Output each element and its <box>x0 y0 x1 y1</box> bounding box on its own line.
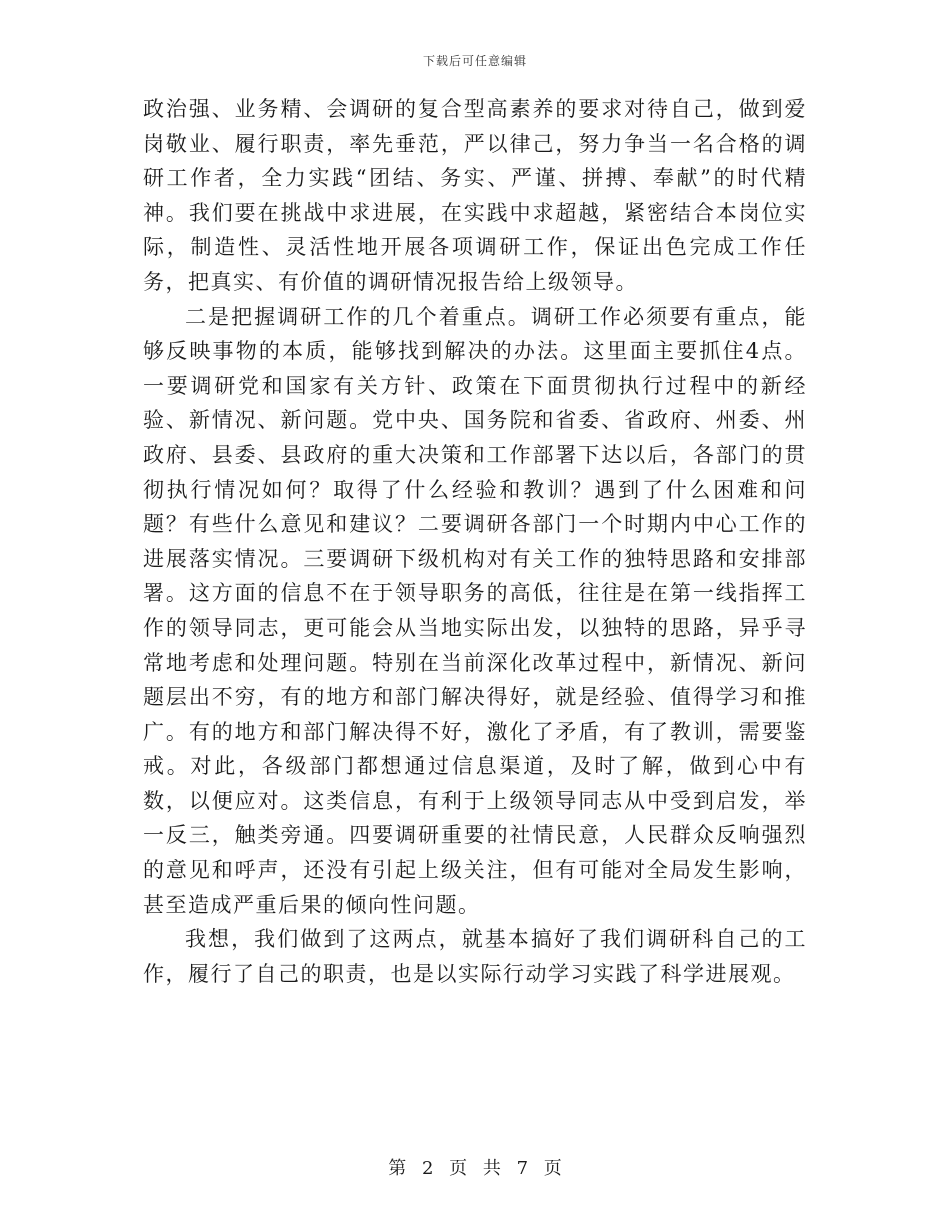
footer-total-pages: 7 <box>516 1158 529 1179</box>
footer-total-word: 共 <box>482 1158 501 1179</box>
paragraph-conclusion: 我想，我们做到了这两点，就基本搞好了我们调研科自己的工作，履行了自己的职责，也是以实际行动学习实践了科学进展观。 <box>143 927 807 986</box>
paragraph-key-points: 二是把握调研工作的几个着重点。调研工作必须要有重点，能够反映事物的本质，能够找到解决的办法。这里面主要抓住4点。一要调研党和国家有关方针、政策在下面贯彻执行过程中的新经验、新情况、新问题。党中央、国务院和省委、省政府、州委、州政府、县委、县政府的重大决策和工作部署下达以后，各部门的贯彻执行情况如何？取得了什么经验和教训？遇到了什么困难和问题？有些什么意见和建议？二要调研各部门一个时期内中心工作的进展落实情况。三要调研下级机构对有关工作的独特思路和安排部署。这方面的信息不在于领导职务的高低，往往是在第一线指挥工作的领导同志，更可能会从当地实际出发，以独特的思路，异乎寻常地考虑和处理问题。特别在当前深化改革过程中，新情况、新问题层出不穷，有的地方和部门解决得好，就是经验、值得学习和推广。有的地方和部门解决得不好，激化了矛盾，有了教训，需要鉴戒。对此，各级部门都想通过信息渠道，及时了解，做到心中有数，以便应对。这类信息，有利于上级领导同志从中受到启发，举一反三，触类旁通。四要调研重要的社情民意，人民群众反响强烈的意见和呼声，还没有引起上级关注，但有可能对全局发生影响，甚至造成严重后果的倾向性问题。 <box>143 304 807 917</box>
footer-prefix: 第 <box>388 1158 407 1179</box>
paragraph-continuation: 政治强、业务精、会调研的复合型高素养的要求对待自己，做到爱岗敬业、履行职责，率先垂范，严以律己，努力争当一名合格的调研工作者，全力实践“团结、务实、严谨、拼搏、奉献”的时代精神。我们要在挑战中求进展，在实践中求超越，紧密结合本岗位实际，制造性、灵活性地开展各项调研工作，保证出色完成工作任务，把真实、有价值的调研情况报告给上级领导。 <box>143 97 807 294</box>
footer-current-page: 2 <box>421 1158 434 1179</box>
page-header <box>0 52 950 69</box>
page-footer <box>0 1154 950 1180</box>
header-note: 下载后可任意编辑 <box>422 54 527 68</box>
document-body <box>143 92 807 991</box>
footer-suffix: 页 <box>543 1158 562 1179</box>
footer-page-word: 页 <box>449 1158 468 1179</box>
